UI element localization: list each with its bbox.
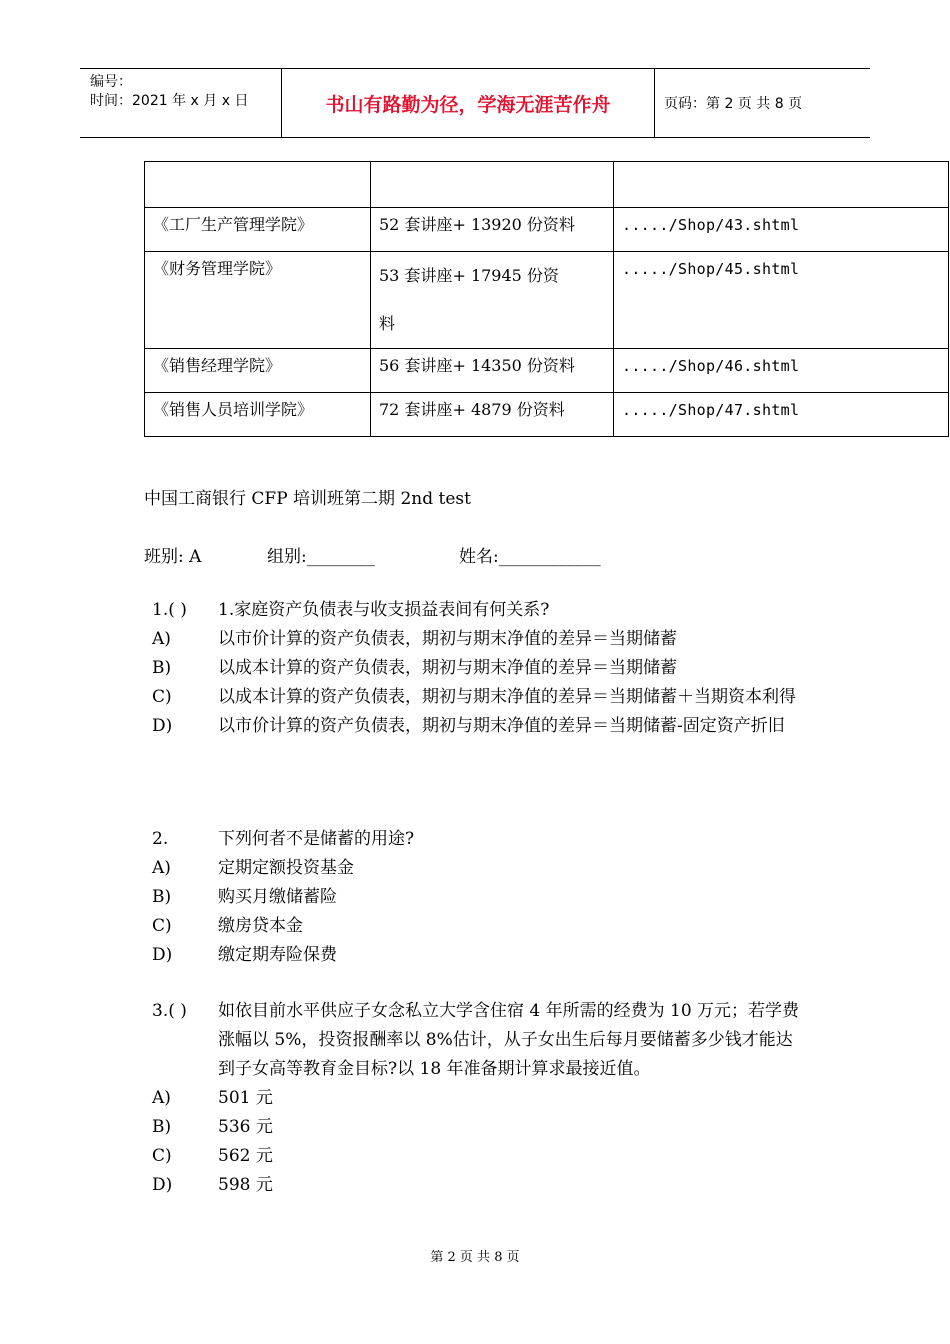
option-text: 562 元 — [218, 1146, 273, 1166]
option-text: 购买月缴储蓄险 — [218, 887, 337, 907]
option-label: C) — [152, 687, 172, 707]
option-text: 以市价计算的资产负债表，期初与期末净值的差异＝当期储蓄-固定资产折旧 — [218, 716, 785, 736]
option-label: B) — [152, 887, 172, 907]
option-label: A) — [152, 1088, 171, 1108]
table-cell-content: 56 套讲座+ 14350 份资料 — [371, 349, 614, 393]
question-text: 下列何者不是储蓄的用途? — [218, 829, 415, 849]
option-text: 501 元 — [218, 1088, 273, 1108]
question-number: 3.( ) — [152, 1001, 187, 1021]
option-label: B) — [152, 658, 172, 678]
option-text: 缴定期寿险保费 — [218, 945, 337, 965]
table-cell-link[interactable]: ...../Shop/46.shtml — [614, 349, 949, 393]
table-cell-link[interactable]: ...../Shop/45.shtml — [614, 252, 949, 349]
option-label: D) — [152, 1175, 173, 1195]
option-label: A) — [152, 629, 171, 649]
resource-table — [144, 161, 949, 437]
question-text: 1.家庭资产负债表与收支损益表间有何关系? — [218, 600, 550, 620]
table-row — [145, 252, 949, 349]
option-text: 598 元 — [218, 1175, 273, 1195]
table-cell-name: 《工厂生产管理学院》 — [145, 208, 371, 252]
question-text: 如依目前水平供应子女念私立大学含住宿 4 年所需的经费为 10 万元；若学费涨幅以 5%，投资报酬率以 8%估计，从子女出生后每月要储蓄多少钱才能达到子女高等教育金目标?以 18 年准备期计算求最接近值。 — [218, 1001, 800, 1079]
option-label: A) — [152, 858, 171, 878]
table-cell-name: 《财务管理学院》 — [145, 252, 371, 349]
table-cell-link[interactable]: ...../Shop/43.shtml — [614, 208, 949, 252]
page-footer: 第 2 页 共 8 页 — [430, 1250, 520, 1265]
table-row — [145, 208, 949, 252]
time-label: 时间：2021 年 x 月 x 日 — [90, 93, 249, 109]
page-header — [80, 68, 870, 138]
table-cell-link[interactable]: ...../Shop/47.shtml — [614, 393, 949, 437]
option-text: 缴房贷本金 — [218, 916, 303, 936]
header-meta — [90, 73, 248, 111]
header-motto: 书山有路勤为径，学海无涯苦作舟 — [325, 93, 611, 116]
question-2 — [152, 825, 818, 970]
group-field: 组别:________ — [267, 547, 375, 567]
option-text: 以成本计算的资产负债表，期初与期末净值的差异＝当期储蓄＋当期资本利得 — [218, 687, 796, 707]
option-label: C) — [152, 1146, 172, 1166]
option-text: 定期定额投资基金 — [218, 858, 354, 878]
option-text: 536 元 — [218, 1117, 273, 1137]
table-cell-content — [371, 252, 614, 349]
table-cell-content: 52 套讲座+ 13920 份资料 — [371, 208, 614, 252]
number-label: 编号： — [90, 74, 132, 90]
class-label: 班别: A — [144, 547, 202, 567]
table-row — [145, 162, 949, 208]
question-number: 2. — [152, 829, 169, 849]
option-label: D) — [152, 716, 173, 736]
header-divider — [654, 69, 655, 137]
option-label: D) — [152, 945, 173, 965]
question-3 — [152, 997, 818, 1200]
table-cell-content: 72 套讲座+ 4879 份资料 — [371, 393, 614, 437]
question-1 — [152, 596, 818, 741]
option-label: C) — [152, 916, 172, 936]
table-row — [145, 349, 949, 393]
name-field: 姓名:____________ — [459, 547, 601, 567]
table-cell-name: 《销售人员培训学院》 — [145, 393, 371, 437]
option-label: B) — [152, 1117, 172, 1137]
question-number: 1.( ) — [152, 600, 187, 620]
header-page-info: 页码：第 2 页 共 8 页 — [664, 96, 803, 112]
table-row — [145, 393, 949, 437]
option-text: 以市价计算的资产负债表，期初与期末净值的差异＝当期储蓄 — [218, 629, 677, 649]
table-cell-content-line: 53 套讲座+ 17945 份资 — [379, 266, 559, 285]
exam-title: 中国工商银行 CFP 培训班第二期 2nd test — [144, 489, 471, 509]
table-cell-name: 《销售经理学院》 — [145, 349, 371, 393]
table-cell-content-line: 料 — [379, 314, 396, 333]
option-text: 以成本计算的资产负债表，期初与期末净值的差异＝当期储蓄 — [218, 658, 677, 678]
